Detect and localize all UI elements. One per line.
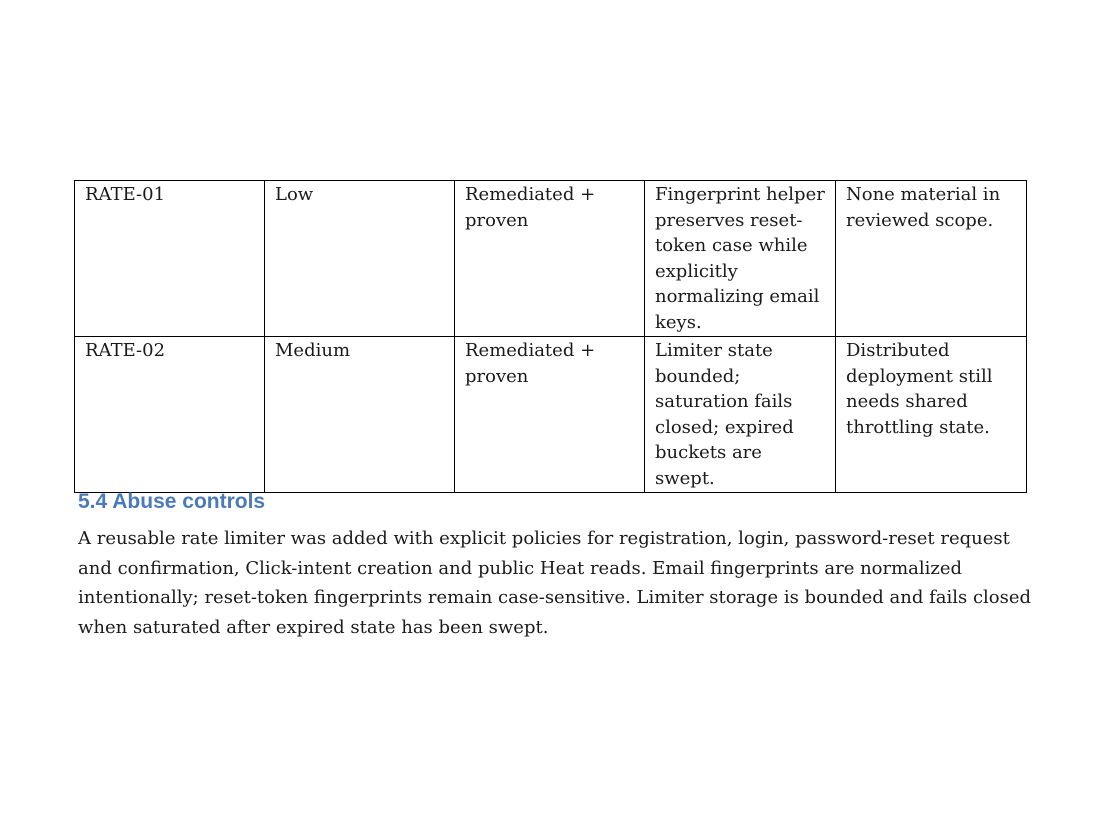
status-cell: Remediated + proven <box>455 181 645 337</box>
findings-table <box>74 180 1027 493</box>
status-cell: Remediated + proven <box>455 337 645 493</box>
evidence-cell: Limiter state bounded; saturation fails closed; expired buckets are swept. <box>645 337 836 493</box>
residual-risk-cell: Distributed deployment still needs shared throttling state. <box>836 337 1027 493</box>
section-body-paragraph: A reusable rate limiter was added with explicit policies for registration, login, password-reset request and confirmation, Click-intent creation and public Heat reads. Email fingerprints are normalized intentionally; reset-token fingerprints remain case-sensitive. Limiter storage is bounded and fails closed when saturated after expired state has been swept. <box>78 528 1032 638</box>
severity-cell: Low <box>265 181 455 337</box>
finding-id-cell: RATE-02 <box>75 337 265 493</box>
table-row <box>75 181 1027 337</box>
section-heading: 5.4 Abuse controls <box>78 490 266 513</box>
evidence-cell: Fingerprint helper preserves reset-token case while explicitly normalizing email keys. <box>645 181 836 337</box>
severity-cell: Medium <box>265 337 455 493</box>
finding-id-cell: RATE-01 <box>75 181 265 337</box>
table-row <box>75 337 1027 493</box>
residual-risk-cell: None material in reviewed scope. <box>836 181 1027 337</box>
